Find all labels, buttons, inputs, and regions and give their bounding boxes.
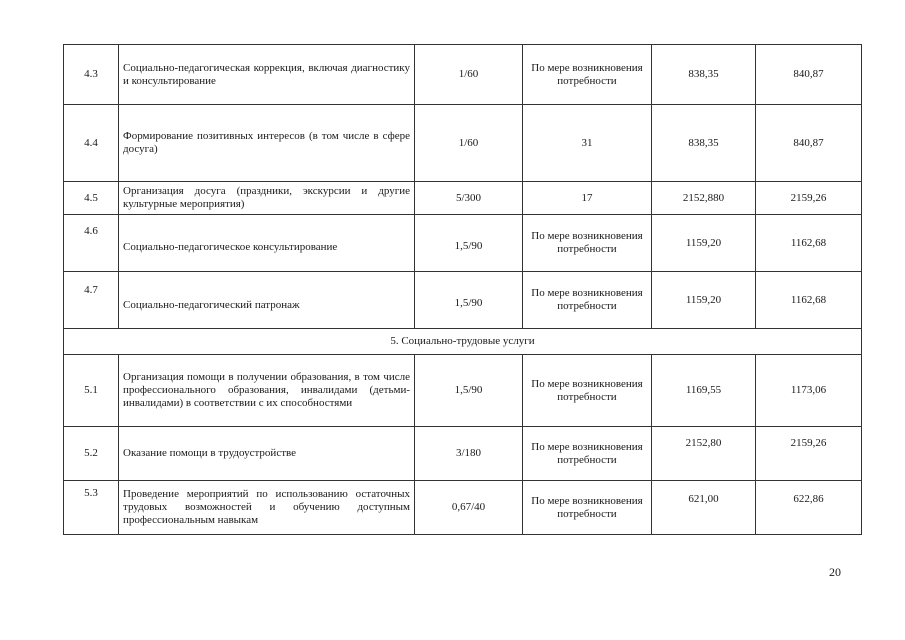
service-name: Социально-педагогическое консультирование (119, 215, 415, 272)
table-row (64, 215, 862, 272)
row-number: 5.2 (64, 427, 119, 481)
service-name: Организация досуга (праздники, экскурсии и другие культурные мероприятия) (119, 182, 415, 215)
table-row (64, 272, 862, 329)
frequency: По мере возникновения потребности (523, 215, 652, 272)
tariff-value-1: 2152,880 (652, 182, 756, 215)
services-table (63, 44, 862, 535)
row-number: 4.5 (64, 182, 119, 215)
row-number: 4.4 (64, 105, 119, 182)
tariff-value-2: 1173,06 (756, 355, 862, 427)
tariff-value-2: 2159,26 (756, 427, 862, 481)
frequency: По мере возникновения потребности (523, 272, 652, 329)
table-row (64, 105, 862, 182)
tariff-value-2: 1162,68 (756, 215, 862, 272)
service-name: Организация помощи в получении образования, в том числе профессионального образования, инвалидами (детьми-инвалидами) в соответствии с их способностями (119, 355, 415, 427)
time-norm: 1,5/90 (415, 215, 523, 272)
service-name: Проведение мероприятий по использованию остаточных трудовых возможностей и обучению доступным профессиональным навыкам (119, 481, 415, 535)
time-norm: 1/60 (415, 45, 523, 105)
tariff-value-2: 622,86 (756, 481, 862, 535)
service-name: Социально-педагогический патронаж (119, 272, 415, 329)
section-header-row (64, 329, 862, 355)
tariff-value-2: 840,87 (756, 45, 862, 105)
frequency: 17 (523, 182, 652, 215)
tariff-value-1: 1169,55 (652, 355, 756, 427)
tariff-value-1: 1159,20 (652, 215, 756, 272)
tariff-value-1: 1159,20 (652, 272, 756, 329)
time-norm: 3/180 (415, 427, 523, 481)
row-number: 5.1 (64, 355, 119, 427)
frequency: По мере возникновения потребности (523, 481, 652, 535)
frequency: По мере возникновения потребности (523, 427, 652, 481)
table-row (64, 355, 862, 427)
time-norm: 1,5/90 (415, 272, 523, 329)
row-number: 4.6 (64, 215, 119, 272)
row-number: 4.3 (64, 45, 119, 105)
row-number: 4.7 (64, 272, 119, 329)
tariff-value-2: 2159,26 (756, 182, 862, 215)
table-row (64, 427, 862, 481)
service-name: Оказание помощи в трудоустройстве (119, 427, 415, 481)
table-row (64, 182, 862, 215)
time-norm: 1,5/90 (415, 355, 523, 427)
page-number: 20 (829, 565, 841, 579)
table-row (64, 45, 862, 105)
service-name: Социально-педагогическая коррекция, включая диагностику и консультирование (119, 45, 415, 105)
service-name: Формирование позитивных интересов (в том числе в сфере досуга) (119, 105, 415, 182)
row-number: 5.3 (64, 481, 119, 535)
table-row (64, 481, 862, 535)
tariff-value-2: 840,87 (756, 105, 862, 182)
tariff-value-1: 2152,80 (652, 427, 756, 481)
time-norm: 1/60 (415, 105, 523, 182)
time-norm: 5/300 (415, 182, 523, 215)
tariff-value-1: 838,35 (652, 105, 756, 182)
time-norm: 0,67/40 (415, 481, 523, 535)
tariff-value-1: 621,00 (652, 481, 756, 535)
frequency: 31 (523, 105, 652, 182)
tariff-value-1: 838,35 (652, 45, 756, 105)
frequency: По мере возникновения потребности (523, 355, 652, 427)
tariff-value-2: 1162,68 (756, 272, 862, 329)
section-title: 5. Социально-трудовые услуги (64, 329, 862, 355)
frequency: По мере возникновения потребности (523, 45, 652, 105)
